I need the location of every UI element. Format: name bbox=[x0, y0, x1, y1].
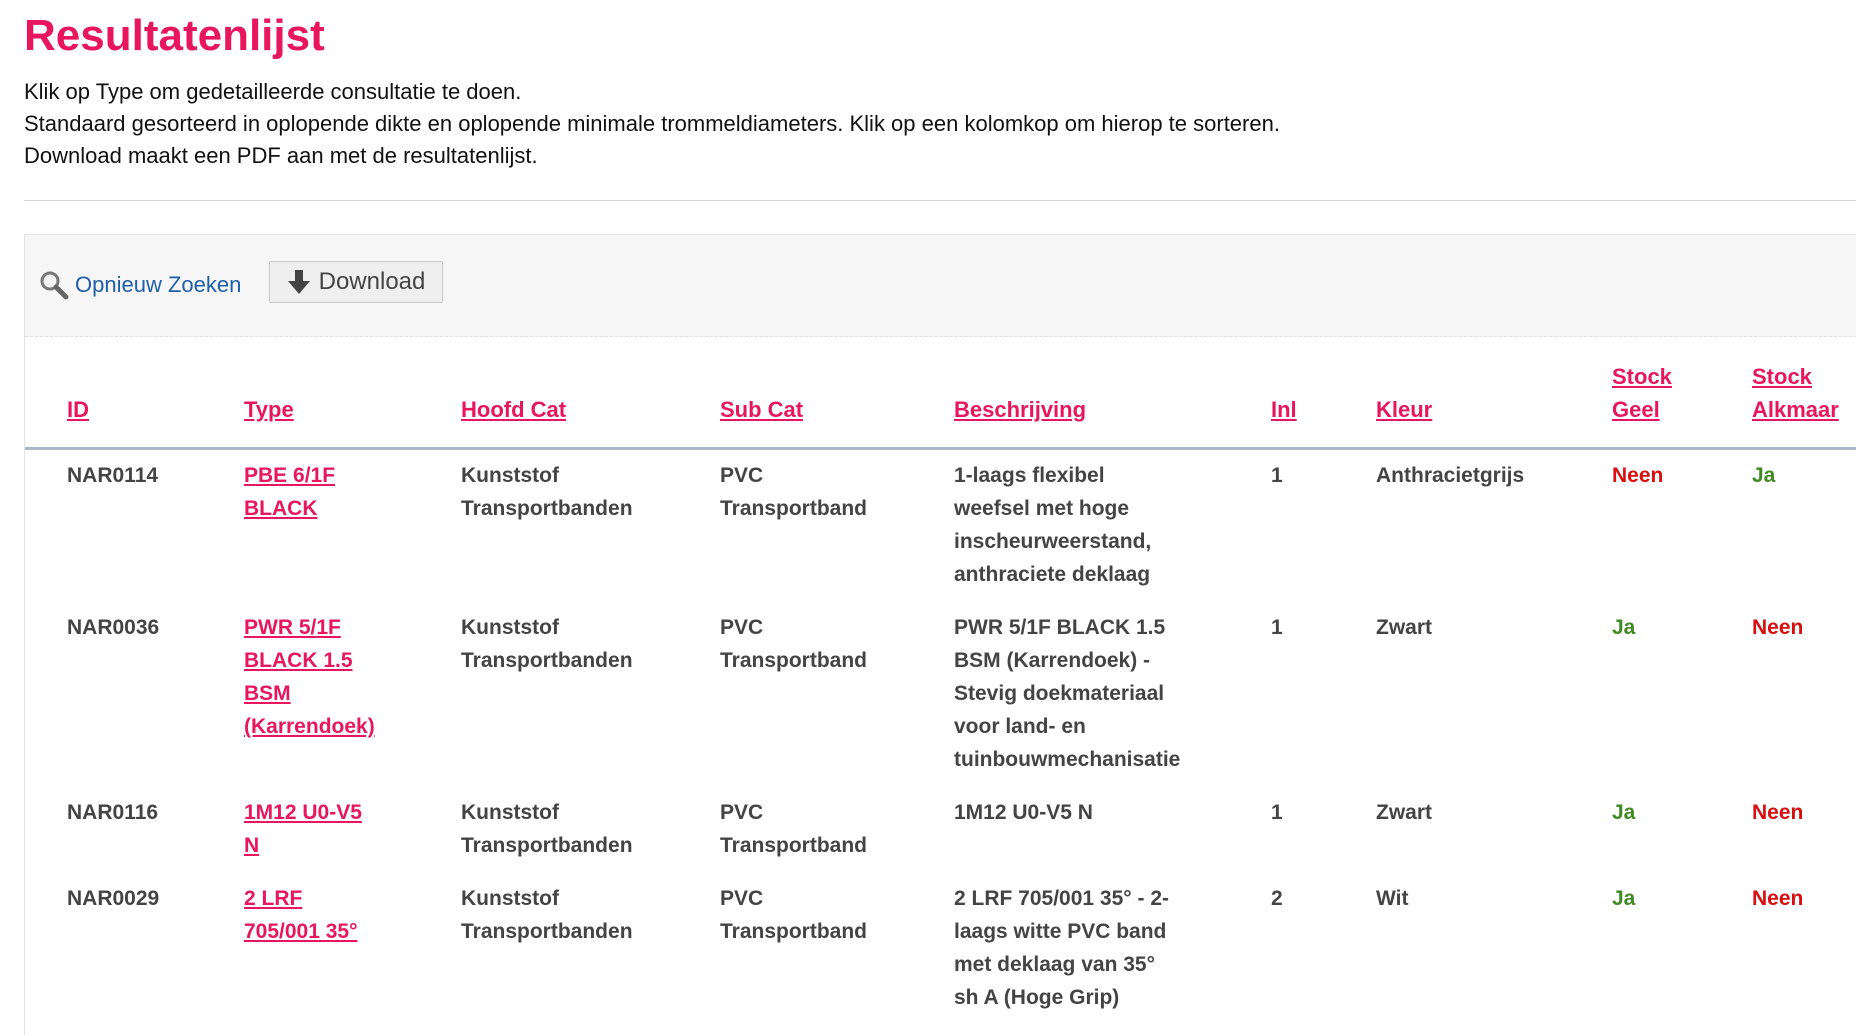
cell-line: 1M12 U0-V5 N bbox=[954, 801, 1093, 824]
column-header-beschrijving[interactable]: Beschrijving bbox=[954, 397, 1087, 422]
cell-inl: 1 bbox=[1271, 464, 1283, 487]
header-line: Alkmaar bbox=[1752, 397, 1839, 422]
cell-line: PVC bbox=[720, 801, 764, 824]
cell-stock-alkmaar: Neen bbox=[1752, 887, 1804, 910]
cell-sub-cat bbox=[720, 882, 867, 948]
cell-type-link[interactable] bbox=[244, 611, 375, 743]
cell-sub-cat bbox=[720, 611, 867, 677]
header-rule bbox=[25, 447, 1856, 450]
cell-line: 1M12 U0-V5 bbox=[244, 801, 362, 824]
new-search-link[interactable] bbox=[39, 265, 241, 305]
cell-beschrijving bbox=[954, 796, 1093, 829]
cell-hoofd-cat bbox=[461, 459, 633, 525]
cell-line: PVC bbox=[720, 887, 764, 910]
cell-hoofd-cat bbox=[461, 796, 633, 862]
search-icon bbox=[39, 270, 69, 300]
cell-line: BLACK bbox=[244, 497, 318, 520]
cell-stock-alkmaar: Ja bbox=[1752, 464, 1776, 487]
cell-kleur: Wit bbox=[1376, 887, 1409, 910]
download-label: Download bbox=[318, 268, 426, 295]
cell-line: anthraciete deklaag bbox=[954, 563, 1151, 586]
download-button[interactable] bbox=[269, 261, 443, 303]
intro-line: Klik op Type om gedetailleerde consultatie te doen. bbox=[24, 79, 522, 104]
cell-line: (Karrendoek) bbox=[244, 715, 375, 738]
toolbar bbox=[25, 235, 1856, 337]
cell-hoofd-cat bbox=[461, 882, 633, 948]
cell-line: voor land- en bbox=[954, 715, 1086, 738]
cell-line: PWR 5/1F BLACK 1.5 bbox=[954, 616, 1166, 639]
cell-type-link[interactable] bbox=[244, 882, 358, 948]
cell-id: NAR0116 bbox=[67, 801, 159, 824]
cell-stock-alkmaar: Neen bbox=[1752, 801, 1804, 824]
cell-line: Transportband bbox=[720, 497, 868, 520]
header-line: Stock bbox=[1752, 364, 1812, 389]
cell-line: 2 LRF 705/001 35° - 2- bbox=[954, 887, 1170, 910]
cell-beschrijving bbox=[954, 882, 1169, 1014]
cell-line: Transportbanden bbox=[461, 649, 633, 672]
cell-inl: 1 bbox=[1271, 616, 1283, 639]
cell-line: Transportband bbox=[720, 649, 868, 672]
cell-line: weefsel met hoge bbox=[954, 497, 1130, 520]
cell-line: met deklaag van 35° bbox=[954, 953, 1155, 976]
column-header-inl[interactable]: Inl bbox=[1271, 397, 1297, 422]
cell-line: Kunststof bbox=[461, 801, 559, 824]
cell-line: PWR 5/1F bbox=[244, 616, 341, 639]
cell-kleur: Anthracietgrijs bbox=[1376, 464, 1525, 487]
cell-stock-geel: Ja bbox=[1612, 616, 1636, 639]
cell-stock-geel: Neen bbox=[1612, 464, 1664, 487]
cell-line: 1-laags flexibel bbox=[954, 464, 1105, 487]
cell-inl: 2 bbox=[1271, 887, 1283, 910]
cell-line: laags witte PVC band bbox=[954, 920, 1167, 943]
cell-line: BSM bbox=[244, 682, 291, 705]
cell-line: BSM (Karrendoek) - bbox=[954, 649, 1151, 672]
cell-hoofd-cat bbox=[461, 611, 633, 677]
cell-beschrijving bbox=[954, 611, 1180, 776]
header-line: Stock bbox=[1612, 364, 1672, 389]
column-header-kleur[interactable]: Kleur bbox=[1376, 397, 1433, 422]
column-header-stock-alkmaar[interactable] bbox=[1752, 360, 1839, 426]
cell-line: Transportbanden bbox=[461, 834, 633, 857]
cell-line: Transportband bbox=[720, 920, 868, 943]
cell-line: Kunststof bbox=[461, 887, 559, 910]
cell-line: PBE 6/1F bbox=[244, 464, 336, 487]
intro-text bbox=[24, 76, 1280, 172]
cell-id: NAR0114 bbox=[67, 464, 159, 487]
cell-sub-cat bbox=[720, 796, 867, 862]
column-header-id[interactable]: ID bbox=[67, 397, 89, 422]
cell-type-link[interactable] bbox=[244, 796, 362, 862]
cell-stock-geel: Ja bbox=[1612, 887, 1636, 910]
cell-stock-geel: Ja bbox=[1612, 801, 1636, 824]
cell-line: inscheurweerstand, bbox=[954, 530, 1152, 553]
cell-line: 2 LRF bbox=[244, 887, 303, 910]
cell-inl: 1 bbox=[1271, 801, 1283, 824]
cell-sub-cat bbox=[720, 459, 867, 525]
cell-line: sh A (Hoge Grip) bbox=[954, 986, 1120, 1009]
results-panel bbox=[24, 234, 1856, 1035]
cell-line: N bbox=[244, 834, 260, 857]
intro-line: Download maakt een PDF aan met de resultatenlijst. bbox=[24, 143, 538, 168]
cell-line: Stevig doekmateriaal bbox=[954, 682, 1165, 705]
intro-line: Standaard gesorteerd in oplopende dikte en oplopende minimale trommeldiameters. Klik op een kolomkop om hierop te sorteren. bbox=[24, 111, 1280, 136]
cell-line: Transportband bbox=[720, 834, 868, 857]
column-header-hoofd-cat[interactable]: Hoofd Cat bbox=[461, 397, 567, 422]
cell-line: 705/001 35° bbox=[244, 920, 358, 943]
cell-line: tuinbouwmechanisatie bbox=[954, 748, 1181, 771]
cell-kleur: Zwart bbox=[1376, 616, 1433, 639]
cell-id: NAR0036 bbox=[67, 616, 160, 639]
cell-line: Kunststof bbox=[461, 464, 559, 487]
cell-line: BLACK 1.5 bbox=[244, 649, 353, 672]
cell-beschrijving bbox=[954, 459, 1151, 591]
cell-kleur: Zwart bbox=[1376, 801, 1433, 824]
cell-type-link[interactable] bbox=[244, 459, 335, 525]
cell-stock-alkmaar: Neen bbox=[1752, 616, 1804, 639]
divider bbox=[24, 200, 1856, 201]
cell-line: PVC bbox=[720, 616, 764, 639]
column-header-sub-cat[interactable]: Sub Cat bbox=[720, 397, 804, 422]
cell-line: PVC bbox=[720, 464, 764, 487]
cell-line: Kunststof bbox=[461, 616, 559, 639]
cell-line: Transportbanden bbox=[461, 497, 633, 520]
new-search-label: Opnieuw Zoeken bbox=[75, 272, 242, 297]
cell-id: NAR0029 bbox=[67, 887, 160, 910]
cell-line: Transportbanden bbox=[461, 920, 633, 943]
column-header-stock-geel[interactable] bbox=[1612, 360, 1672, 426]
download-arrow-icon bbox=[287, 269, 311, 295]
column-header-type[interactable]: Type bbox=[244, 397, 294, 422]
header-line: Geel bbox=[1612, 397, 1660, 422]
page-title: Resultatenlijst bbox=[24, 11, 325, 60]
